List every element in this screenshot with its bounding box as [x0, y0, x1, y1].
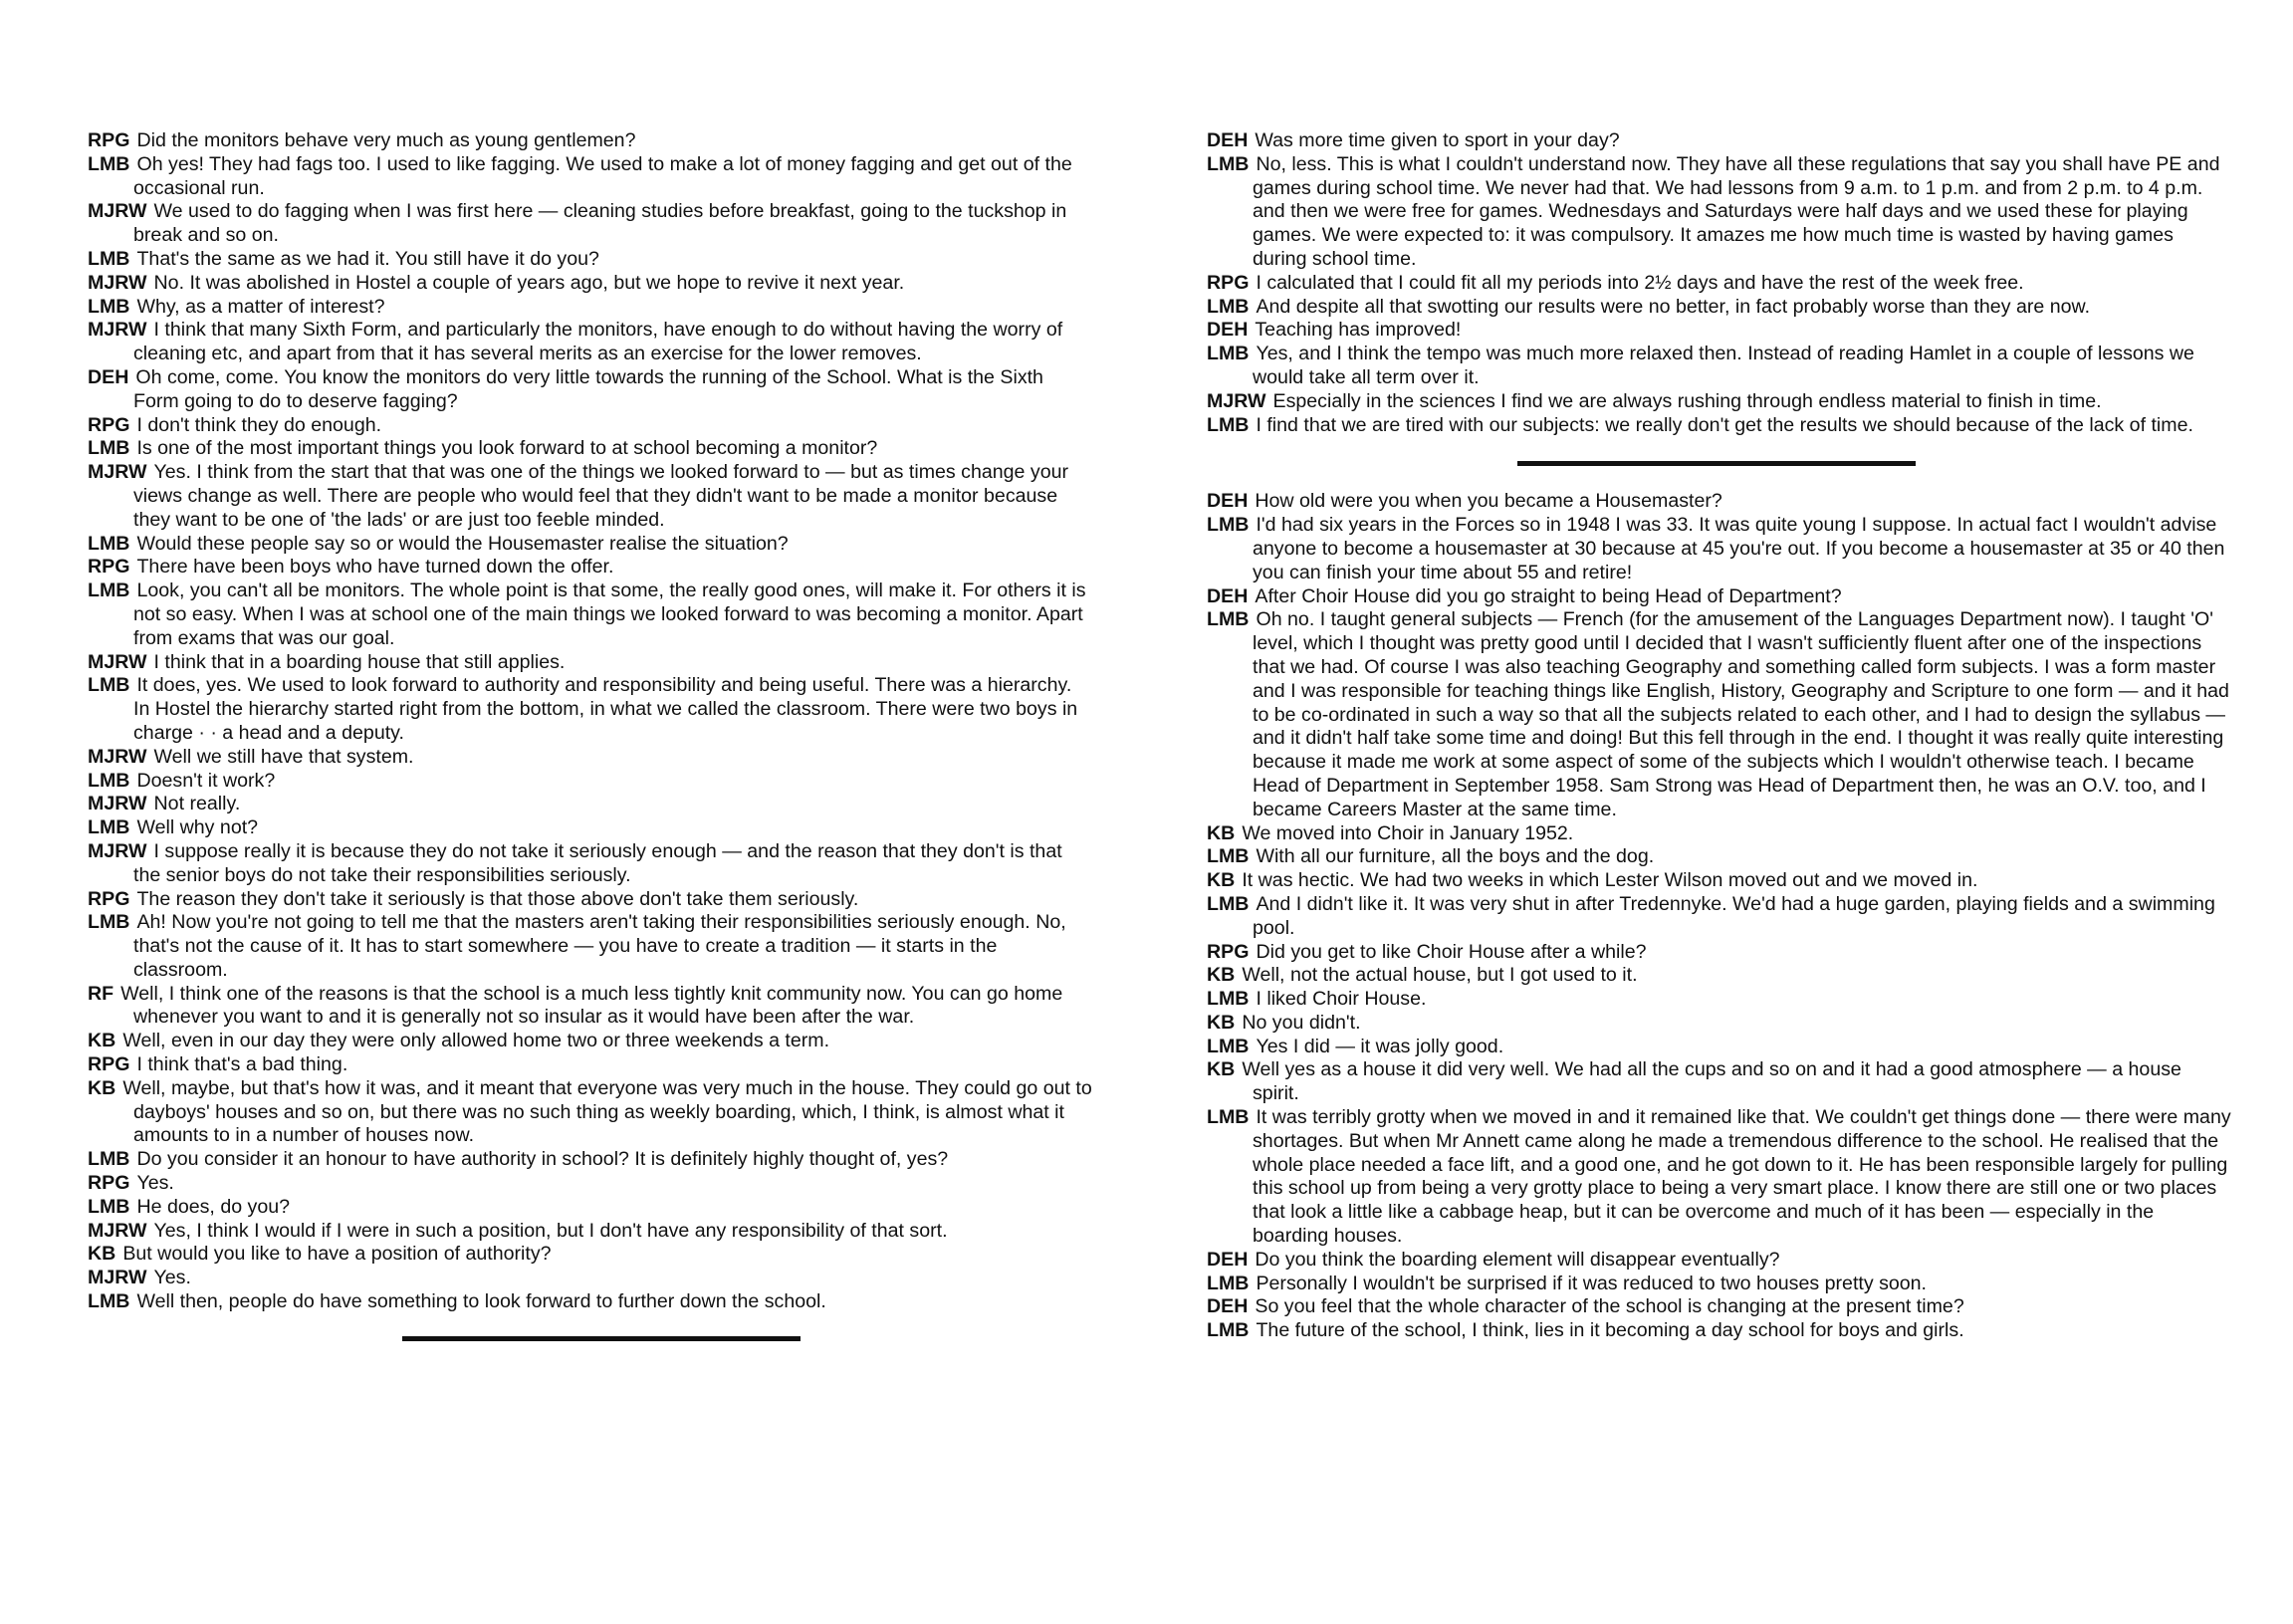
speaker-initials: LMB: [88, 437, 130, 460]
dialogue-entry: [1207, 1106, 2232, 1249]
utterance-text: Was more time given to sport in your day?: [1255, 129, 1620, 151]
dialogue-entry: [1207, 1249, 2232, 1273]
dialogue-entry: [88, 533, 1093, 557]
dialogue-entry: [88, 793, 1093, 816]
utterance-text: Do you think the boarding element will disappear eventually?: [1255, 1248, 1780, 1271]
dialogue-entry: [88, 1030, 1093, 1053]
dialogue-entry: [88, 770, 1093, 794]
utterance-text: I don't think they do enough.: [136, 413, 382, 436]
speaker-initials: RF: [88, 982, 115, 1005]
utterance-text: Teaching has improved!: [1255, 319, 1462, 342]
speaker-initials: LMB: [1207, 343, 1250, 365]
dialogue-entry: [1207, 1012, 2232, 1036]
speaker-initials: DEH: [1207, 490, 1249, 513]
speaker-initials: RPG: [88, 1172, 130, 1195]
speaker-initials: MJRW: [88, 319, 147, 342]
dialogue-entry: [88, 1290, 1093, 1314]
speaker-initials: LMB: [1207, 1106, 1250, 1129]
speaker-initials: DEH: [88, 365, 129, 388]
utterance-text: Especially in the sciences I find we are always rushing through endless material to finish in time.: [1272, 389, 2102, 412]
utterance-text: Oh yes! They had fags too. I used to like fagging. We used to make a lot of money fagging and get out of the occasional run.: [133, 152, 1072, 199]
utterance-text: And despite all that swotting our results were no better, in fact probably worse than they are now.: [1256, 295, 2091, 318]
dialogue-entry: [1207, 964, 2232, 988]
right-column: [1207, 129, 2232, 1343]
dialogue-entry: [88, 319, 1093, 366]
speaker-initials: LMB: [1207, 988, 1250, 1011]
speaker-initials: MJRW: [88, 650, 147, 673]
utterance-text: I think that in a boarding house that still applies.: [153, 650, 566, 673]
utterance-text: With all our furniture, all the boys and the dog.: [1256, 845, 1655, 868]
utterance-text: He does, do you?: [136, 1195, 291, 1218]
speaker-initials: MJRW: [88, 200, 147, 223]
dialogue-entry: [88, 580, 1093, 650]
speaker-initials: LMB: [1207, 295, 1250, 318]
utterance-text: Yes.: [136, 1172, 174, 1195]
speaker-initials: LMB: [88, 816, 130, 839]
utterance-text: Doesn't it work?: [136, 769, 276, 792]
dialogue-entry: [88, 911, 1093, 982]
speaker-initials: LMB: [88, 769, 130, 792]
dialogue-entry: [1207, 585, 2232, 609]
speaker-initials: MJRW: [1207, 389, 1266, 412]
utterance-text: No you didn't.: [1242, 1011, 1361, 1034]
speaker-initials: MJRW: [88, 461, 147, 484]
dialogue-entry: [1207, 343, 2232, 390]
utterance-text: Well, not the actual house, but I got used to it.: [1242, 964, 1638, 987]
dialogue-entry: [88, 153, 1093, 201]
speaker-initials: RPG: [88, 556, 130, 579]
utterance-text: Do you consider it an honour to have authority in school? It is definitely highly thought of, yes?: [136, 1148, 949, 1171]
utterance-text: I find that we are tired with our subjects: we really don't get the results we should because of the lack of time.: [1256, 413, 2193, 436]
dialogue-entry: [1207, 272, 2232, 296]
dialogue-entry: [1207, 1273, 2232, 1296]
utterance-text: Well, I think one of the reasons is that the school is a much less tightly knit community now. You can go home whenever you want to and it is generally not so insular as it would have been after the war.: [120, 982, 1063, 1029]
utterance-text: That's the same as we had it. You still have it do you?: [136, 247, 599, 270]
utterance-text: We moved into Choir in January 1952.: [1242, 821, 1574, 844]
utterance-text: Yes, and I think the tempo was much more relaxed then. Instead of reading Hamlet in a couple of lessons we would take all term over it.: [1253, 343, 2194, 388]
utterance-text: Yes.: [153, 1267, 191, 1289]
utterance-text: Well we still have that system.: [153, 745, 414, 768]
dialogue-entry: [88, 674, 1093, 745]
speaker-initials: MJRW: [88, 745, 147, 768]
dialogue-entry: [88, 414, 1093, 438]
speaker-initials: LMB: [88, 674, 130, 697]
speaker-initials: LMB: [1207, 1319, 1250, 1342]
speaker-initials: RPG: [1207, 940, 1250, 963]
left-column: [88, 129, 1093, 1363]
utterance-text: I think that many Sixth Form, and particularly the monitors, have enough to do without having the worry of cleaning etc, and apart from that it has several merits as an exercise for the lower removes.: [133, 319, 1063, 365]
speaker-initials: DEH: [1207, 1295, 1249, 1318]
utterance-text: Why, as a matter of interest?: [136, 295, 385, 318]
speaker-initials: LMB: [1207, 892, 1250, 915]
utterance-text: Yes, I think I would if I were in such a position, but I don't have any responsibility of that sort.: [153, 1219, 948, 1242]
utterance-text: It was terribly grotty when we moved in and it remained like that. We couldn't get things done — there were many shortages. But when Mr Annett came along he made a tremendous difference to the school. He realised that the whole place needed a face lift, and a good one, and he got down to it. He has been responsible largely for pulling this school up from being a very grotty place to being a very smart place. I know there are still one or two places that look a little like a cabbage heap, but it can be overcome and much of it has been — especially in the boarding houses.: [1253, 1106, 2231, 1248]
speaker-initials: DEH: [1207, 319, 1249, 342]
utterance-text: Not really.: [153, 793, 241, 815]
dialogue-entry: [1207, 822, 2232, 846]
dialogue-entry: [1207, 153, 2232, 272]
utterance-text: How old were you when you became a Housemaster?: [1255, 490, 1722, 513]
dialogue-entry: [1207, 1036, 2232, 1059]
dialogue-entry: [88, 651, 1093, 675]
dialogue-entry: [1207, 514, 2232, 584]
speaker-initials: KB: [88, 1030, 116, 1052]
utterance-text: After Choir House did you go straight to being Head of Department?: [1255, 584, 1842, 607]
dialogue-entry: [1207, 490, 2232, 514]
speaker-initials: DEH: [1207, 1248, 1249, 1271]
dialogue-entry: [88, 816, 1093, 840]
utterance-text: Well, maybe, but that's how it was, and it meant that everyone was very much in the house. They could go out to dayboys' houses and so on, but there was no such thing as weekly boarding, which, I think, is almost what it amounts to in a number of houses now.: [122, 1076, 1092, 1147]
utterance-text: Personally I wouldn't be surprised if it was reduced to two houses pretty soon.: [1256, 1272, 1927, 1294]
speaker-initials: LMB: [1207, 845, 1250, 868]
speaker-initials: LMB: [88, 532, 130, 555]
utterance-text: Well why not?: [136, 816, 259, 839]
speaker-initials: KB: [1207, 1011, 1236, 1034]
speaker-initials: RPG: [88, 129, 130, 151]
utterance-text: And I didn't like it. It was very shut in after Tredennyke. We'd had a huge garden, playing fields and a swimming pool.: [1253, 892, 2215, 939]
dialogue-entry: [88, 200, 1093, 248]
utterance-text: It was hectic. We had two weeks in which Lester Wilson moved out and we moved in.: [1242, 869, 1978, 892]
utterance-text: So you feel that the whole character of the school is changing at the present time?: [1255, 1295, 1964, 1318]
dialogue-entry: [88, 366, 1093, 414]
utterance-text: It does, yes. We used to look forward to authority and responsibility and being useful. There was a hierarchy. In Hostel the hierarchy started right from the bottom, in what we called the classroom. There were two boys in charge · · a head and a deputy.: [133, 674, 1078, 744]
speaker-initials: KB: [88, 1243, 116, 1266]
utterance-text: I calculated that I could fit all my periods into 2½ days and have the rest of the week free.: [1256, 271, 2024, 294]
utterance-text: The reason they don't take it seriously is that those above don't take them seriously.: [136, 887, 859, 910]
dialogue-entry: [1207, 941, 2232, 965]
dialogue-entry: [1207, 608, 2232, 821]
speaker-initials: MJRW: [88, 793, 147, 815]
dialogue-entry: [88, 1053, 1093, 1077]
speaker-initials: RPG: [88, 887, 130, 910]
speaker-initials: MJRW: [88, 839, 147, 862]
utterance-text: But would you like to have a position of authority?: [122, 1243, 552, 1266]
speaker-initials: KB: [1207, 869, 1236, 892]
utterance-text: Oh come, come. You know the monitors do very little towards the running of the School. What is the Sixth Form going to do to deserve fagging?: [133, 365, 1043, 412]
speaker-initials: KB: [88, 1076, 116, 1099]
utterance-text: Yes I did — it was jolly good.: [1256, 1035, 1504, 1057]
utterance-text: We used to do fagging when I was first here — cleaning studies before breakfast, going to the tuckshop in break and so on.: [133, 200, 1067, 247]
dialogue-entry: [88, 983, 1093, 1031]
utterance-text: Well yes as a house it did very well. We had all the cups and so on and it had a good atmosphere — a house spirit.: [1242, 1058, 2181, 1105]
speaker-initials: DEH: [1207, 129, 1249, 151]
section-divider: [402, 1336, 801, 1341]
speaker-initials: LMB: [1207, 413, 1250, 436]
dialogue-entry: [1207, 988, 2232, 1012]
speaker-initials: MJRW: [88, 1219, 147, 1242]
dialogue-entry: [88, 272, 1093, 296]
dialogue-entry: [88, 746, 1093, 770]
utterance-text: I'd had six years in the Forces so in 1948 I was 33. It was quite young I suppose. In actual fact I wouldn't advise anyone to become a housemaster at 30 because at 45 you're out. If you become a housemaster at 35 or 40 then you can finish your time about 55 and retire!: [1253, 514, 2225, 583]
utterance-text: Well then, people do have something to look forward to further down the school.: [136, 1290, 826, 1313]
dialogue-entry: [88, 1148, 1093, 1172]
dialogue-entry: [88, 840, 1093, 888]
dialogue-entry: [88, 1267, 1093, 1290]
utterance-text: Look, you can't all be monitors. The whole point is that some, the really good ones, will make it. For others it is not so easy. When I was at school one of the main things we looked forward to was becoming a monitor. Apart from exams that was our goal.: [133, 580, 1086, 649]
speaker-initials: LMB: [88, 247, 130, 270]
utterance-text: The future of the school, I think, lies in it becoming a day school for boys and girls.: [1256, 1319, 1964, 1342]
dialogue-entry: [1207, 1295, 2232, 1319]
utterance-text: Did the monitors behave very much as young gentlemen?: [136, 129, 636, 151]
dialogue-entry: [1207, 296, 2232, 320]
dialogue-entry: [88, 1220, 1093, 1244]
speaker-initials: LMB: [88, 1290, 130, 1313]
dialogue-entry: [88, 461, 1093, 532]
speaker-initials: MJRW: [88, 271, 147, 294]
dialogue-entry: [1207, 390, 2232, 414]
utterance-text: Did you get to like Choir House after a while?: [1256, 940, 1647, 963]
speaker-initials: KB: [1207, 964, 1236, 987]
dialogue-entry: [88, 437, 1093, 461]
dialogue-entry: [88, 888, 1093, 912]
speaker-initials: LMB: [1207, 1272, 1250, 1294]
speaker-initials: LMB: [88, 1195, 130, 1218]
utterance-text: Well, even in our day they were only allowed home two or three weekends a term.: [122, 1030, 830, 1052]
speaker-initials: KB: [1207, 1058, 1236, 1081]
section-divider: [1517, 461, 1916, 466]
dialogue-entry: [88, 248, 1093, 272]
utterance-text: Oh no. I taught general subjects — French (for the amusement of the Languages Department now). I taught 'O' level, which I thought was pretty good until I decided that I wasn't sufficiently fluent after one of the inspections that we had. Of course I was also teaching Geography and something called form subjects. I was a form master and I was responsible for teaching things like English, History, Geography and Scripture to one form — and it had to be co-ordinated in such a way so that all the subjects related to each other, and I had to design the syllabus — and it didn't half take some time and doing! But this fell through in the end. I thought it was really quite interesting because it made me work at some aspect of some of the subjects which I wouldn't otherwise teach. I became Head of Department in September 1958. Sam Strong was Head of Department then, he was an O.V. too, and I became Careers Master at the same time.: [1253, 608, 2229, 820]
speaker-initials: LMB: [1207, 608, 1250, 631]
dialogue-entry: [88, 1243, 1093, 1267]
speaker-initials: LMB: [88, 295, 130, 318]
speaker-initials: LMB: [88, 911, 130, 934]
dialogue-entry: [1207, 1058, 2232, 1106]
speaker-initials: LMB: [88, 1148, 130, 1171]
speaker-initials: LMB: [88, 152, 130, 175]
dialogue-entry: [88, 296, 1093, 320]
utterance-text: Would these people say so or would the Housemaster realise the situation?: [136, 532, 789, 555]
utterance-text: There have been boys who have turned down the offer.: [136, 556, 614, 579]
utterance-text: No, less. This is what I couldn't understand now. They have all these regulations that say you shall have PE and games during school time. We never had that. We had lessons from 9 a.m. to 1 p.m. and from 2 p.m. to 4 p.m. and then we were free for games. Wednesdays and Saturdays were half days and we used these for playing games. We were expected to: it was compulsory. It amazes me how much time is wasted by having games during school time.: [1253, 152, 2220, 270]
left-transcript: [88, 129, 1093, 1314]
dialogue-entry: [88, 129, 1093, 153]
utterance-text: Is one of the most important things you look forward to at school becoming a monitor?: [136, 437, 878, 460]
dialogue-entry: [1207, 869, 2232, 893]
dialogue-entry: [1207, 893, 2232, 941]
dialogue-entry: [1207, 1319, 2232, 1343]
utterance-text: I suppose really it is because they do not take it seriously enough — and the reason that they don't is that the senior boys do not take their responsibilities seriously.: [133, 839, 1062, 886]
right-transcript-part-one: [1207, 129, 2232, 437]
speaker-initials: KB: [1207, 821, 1236, 844]
dialogue-entry: [88, 1196, 1093, 1220]
dialogue-entry: [1207, 319, 2232, 343]
speaker-initials: LMB: [1207, 514, 1250, 537]
dialogue-entry: [88, 1077, 1093, 1148]
speaker-initials: RPG: [88, 413, 130, 436]
speaker-initials: MJRW: [88, 1267, 147, 1289]
utterance-text: Ah! Now you're not going to tell me that the masters aren't taking their responsibilities seriously enough. No, that's not the cause of it. It has to start somewhere — you have to create a tradition — it starts in the classroom.: [133, 911, 1066, 981]
utterance-text: I liked Choir House.: [1256, 988, 1427, 1011]
utterance-text: Yes. I think from the start that that was one of the things we looked forward to — but as times change your views change as well. There are people who would feel that they didn't want to be made a monitor because they want to be one of 'the lads' or are just too feeble minded.: [133, 461, 1069, 531]
dialogue-entry: [88, 1172, 1093, 1196]
dialogue-entry: [88, 556, 1093, 580]
speaker-initials: LMB: [1207, 1035, 1250, 1057]
right-transcript-part-two: [1207, 490, 2232, 1343]
speaker-initials: DEH: [1207, 584, 1249, 607]
utterance-text: I think that's a bad thing.: [136, 1053, 348, 1076]
speaker-initials: LMB: [88, 580, 130, 602]
speaker-initials: LMB: [1207, 152, 1250, 175]
utterance-text: No. It was abolished in Hostel a couple of years ago, but we hope to revive it next year.: [153, 271, 905, 294]
speaker-initials: RPG: [1207, 271, 1250, 294]
dialogue-entry: [1207, 129, 2232, 153]
speaker-initials: RPG: [88, 1053, 130, 1076]
dialogue-entry: [1207, 414, 2232, 438]
dialogue-entry: [1207, 845, 2232, 869]
